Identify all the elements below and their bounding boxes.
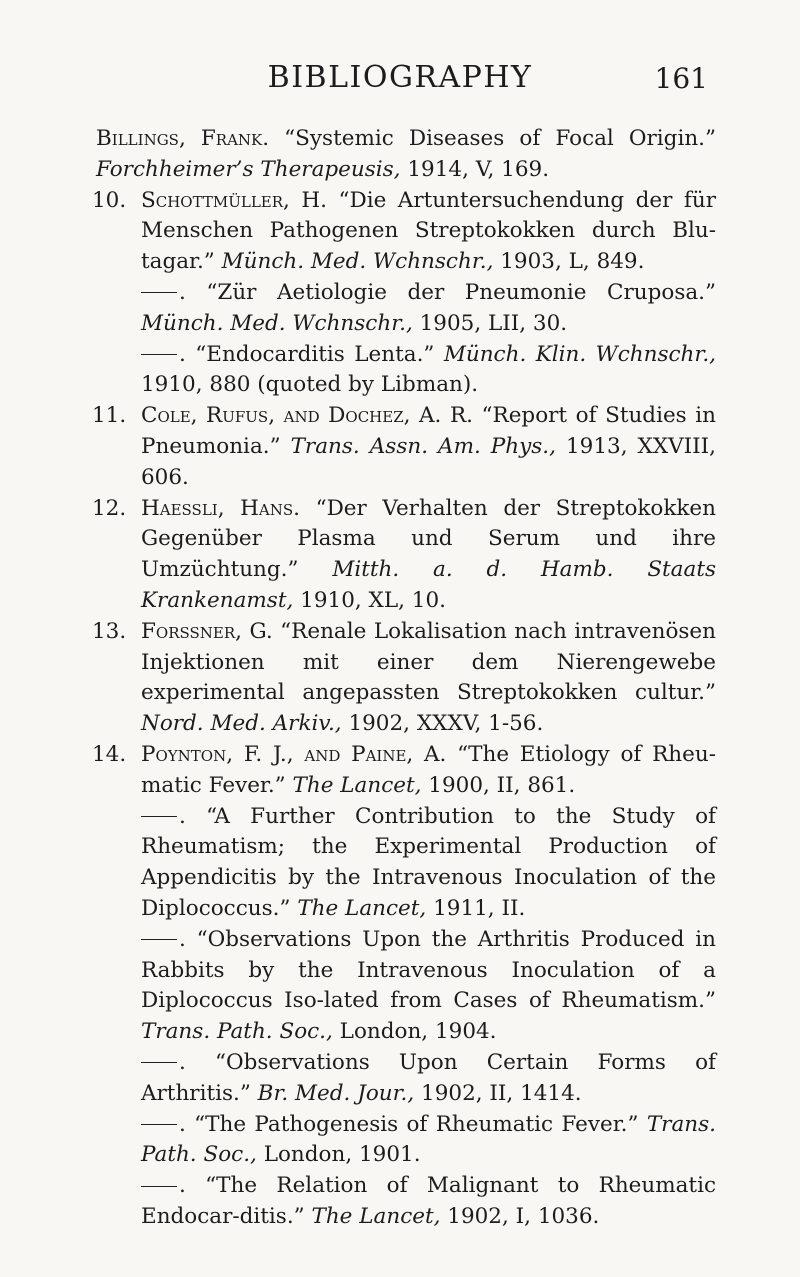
bibliography-entry xyxy=(96,802,716,925)
entry-citation: 1902, II, 1414. xyxy=(414,1080,582,1106)
entry-citation: 1900, II, 861. xyxy=(421,772,576,798)
entry-title: “Renale Lokalisation nach intravenösen Injektionen mit einer dem Nierengewebe experimental angepassten Streptokokken cultur.” xyxy=(141,618,717,706)
entry-journal: Forchheimer’s Therapeusis, xyxy=(96,156,401,182)
ditto-dash xyxy=(141,1186,177,1187)
bibliography-entry xyxy=(96,925,716,1048)
entry-number: 10. xyxy=(92,187,127,213)
entry-citation: London, 1904. xyxy=(332,1019,497,1045)
ditto-dash xyxy=(141,939,177,940)
entry-journal: Münch. Med. Wchnschr., xyxy=(141,310,413,336)
entry-title: “Der Verhalten der Streptokokken Gegenüber Plasma und Serum und ihre Umzüchtung.” xyxy=(141,495,716,583)
ditto-dash xyxy=(141,354,177,355)
entry-title: . “The Pathogenesis of Rheumatic Fever.” xyxy=(179,1111,647,1137)
entry-title: . “A Further Contribution to the Study of Rheumatism; the Experimental Production of Appendicitis by the Intravenous Inoculation of the Diplococcus.” xyxy=(141,803,716,921)
page-title: BIBLIOGRAPHY xyxy=(267,60,533,95)
ditto-dash xyxy=(141,292,177,293)
entry-title: “Report of Studies in Pneumonia.” xyxy=(141,403,716,459)
entry-title: . “Zür Aetiologie der Pneumonie Cruposa.” xyxy=(179,279,716,305)
entry-number: 12. xyxy=(92,495,127,521)
bibliography-entry xyxy=(96,278,716,340)
entry-journal: Münch. Med. Wchnschr., xyxy=(221,249,494,275)
page-number: 161 xyxy=(654,62,708,95)
entry-title: . “The Relation of Malignant to Rheumatic Endocar-ditis.” xyxy=(141,1173,716,1229)
entry-title: . “Observations Upon Certain Forms of Arthritis.” xyxy=(141,1049,716,1106)
bibliography-entry xyxy=(96,1171,716,1233)
entry-journal: Münch. Klin. Wchnschr., xyxy=(443,341,716,367)
entry-author: Billings, Frank. xyxy=(96,126,270,151)
entry-citation: 1914, V, 169. xyxy=(400,156,550,182)
running-head xyxy=(0,60,800,104)
bibliography-entry xyxy=(96,1048,716,1110)
entry-title: “Systemic Diseases of Focal Origin.” xyxy=(269,126,716,151)
entry-author: Poynton, F. J., and Paine, A. xyxy=(141,741,447,767)
bibliography-entry xyxy=(92,494,716,617)
bibliography-list xyxy=(92,124,717,1233)
entry-title: . “Endocarditis Lenta.” xyxy=(179,341,444,367)
entry-author: Schottmüller, H. xyxy=(141,187,327,213)
entry-citation: 1910, XL, 10. xyxy=(293,587,446,613)
ditto-dash xyxy=(141,816,177,817)
entry-journal: Mitth. a. d. Hamb. Staats Krankenamst, xyxy=(141,557,716,613)
entry-number: 11. xyxy=(92,403,127,429)
entry-journal: Br. Med. Jour., xyxy=(257,1080,415,1106)
entry-citation: 1905, LII, 30. xyxy=(412,310,568,336)
entry-number: 13. xyxy=(92,618,127,644)
entry-title: . “Observations Upon the Arthritis Produced in Rabbits by the Intravenous Inoculation of a Diplococcus Iso-lated from Cases of Rheumatism.” xyxy=(141,926,716,1014)
bibliography-entry xyxy=(96,124,716,186)
bibliography-entry xyxy=(92,401,716,493)
bibliography-entry xyxy=(92,740,716,802)
entry-title: “Die Artuntersuchendung der für Menschen Pathogenen Streptokokken durch Blu-tagar.” xyxy=(141,187,716,275)
entry-author: Cole, Rufus, and Dochez, A. R. xyxy=(141,403,473,429)
entry-number: 14. xyxy=(92,741,127,767)
entry-citation: 1902, I, 1036. xyxy=(440,1203,600,1229)
entry-journal: The Lancet, xyxy=(297,895,427,921)
entry-citation: London, 1901. xyxy=(256,1142,421,1168)
bibliography-entry xyxy=(96,1110,716,1172)
bibliography-entry xyxy=(96,340,716,402)
entry-citation: 1903, L, 849. xyxy=(493,249,645,275)
entry-citation: 1910, 880 (quoted by Libman). xyxy=(141,372,479,398)
bibliography-entry xyxy=(92,617,717,740)
entry-journal: The Lancet, xyxy=(311,1203,441,1229)
entry-journal: Trans. Path. Soc., xyxy=(141,1019,333,1045)
entry-citation: 1911, II. xyxy=(426,895,526,921)
entry-author: Forssner, G. xyxy=(141,618,273,644)
entry-title: “The Etiology of Rheu-matic Fever.” xyxy=(141,741,716,798)
entry-journal: Trans. Assn. Am. Phys., xyxy=(290,433,556,459)
entry-citation: 1913, XXVIII, 606. xyxy=(141,433,716,490)
entry-journal: The Lancet, xyxy=(292,772,422,798)
entry-author: Haessli, Hans. xyxy=(141,495,300,521)
ditto-dash xyxy=(141,1124,177,1125)
ditto-dash xyxy=(141,1062,177,1063)
entry-journal: Nord. Med. Arkiv., xyxy=(141,711,342,737)
entry-citation: 1902, XXXV, 1-56. xyxy=(341,711,544,737)
bibliography-entry xyxy=(92,186,716,278)
entry-journal: Trans. Path. Soc., xyxy=(141,1111,716,1168)
